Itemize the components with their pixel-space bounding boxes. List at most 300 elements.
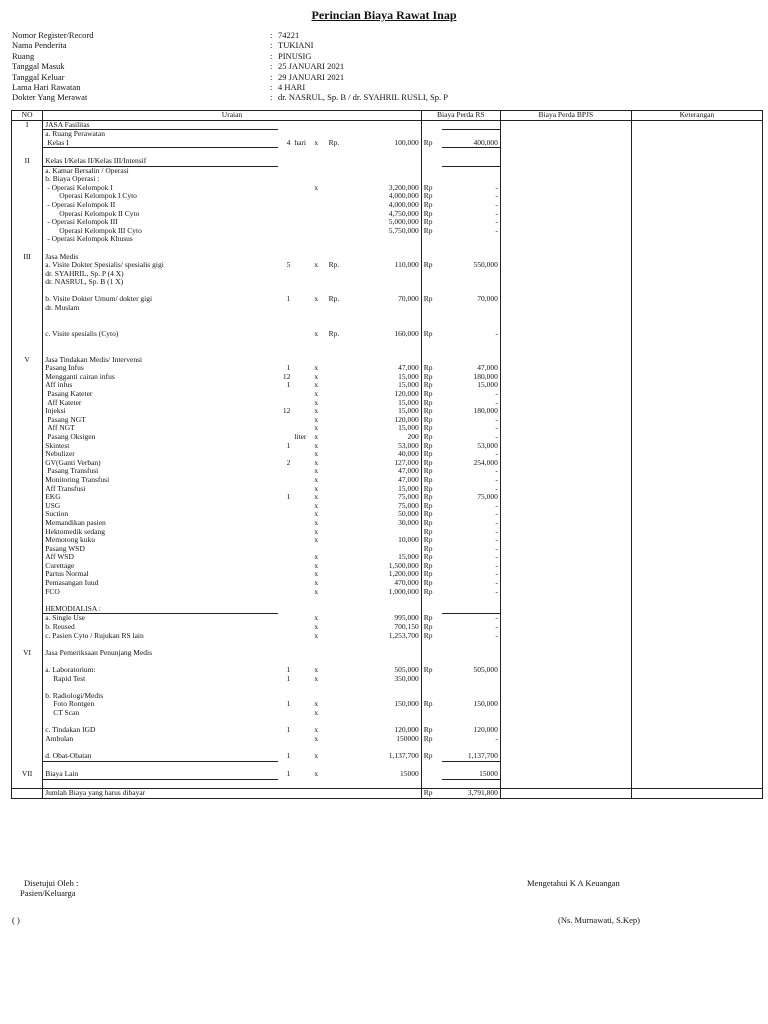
- table-row: [12, 709, 763, 718]
- row-multiply: [307, 130, 326, 139]
- row-currency: [326, 399, 343, 408]
- row-total-currency: Rp: [421, 510, 442, 519]
- row-item: Aff WSD: [43, 553, 278, 562]
- row-total-currency: [421, 321, 442, 330]
- row-bpjs: [500, 579, 631, 588]
- row-keterangan: [631, 596, 762, 605]
- row-number: [12, 433, 43, 442]
- row-multiply: [307, 244, 326, 253]
- row-keterangan: [631, 278, 762, 287]
- row-number: [12, 596, 43, 605]
- row-keterangan: [631, 485, 762, 494]
- row-unit-price: [365, 545, 421, 554]
- row-multiply: x: [314, 501, 319, 510]
- row-unit: [292, 364, 307, 373]
- row-total-currency: Rp: [421, 614, 442, 623]
- row-unit: [292, 330, 307, 339]
- row-bpjs: [500, 519, 631, 528]
- row-qty: [278, 321, 293, 330]
- row-total-currency: [421, 287, 442, 296]
- row-unit-price: [365, 640, 421, 649]
- row-multiply: [307, 718, 326, 727]
- row-bpjs: [500, 184, 631, 193]
- row-bpjs: [500, 743, 631, 752]
- row-unit-price: 350,000: [394, 674, 419, 683]
- row-number: [12, 201, 43, 210]
- row-item: - Operasi Kelompok Khusus: [43, 235, 278, 244]
- patient-info-separator: :: [270, 61, 273, 72]
- row-bpjs: [500, 779, 631, 789]
- row-unit-price: 15,000: [398, 372, 419, 381]
- row-keterangan: [631, 692, 762, 701]
- row-item: Jasa Medis: [43, 253, 278, 262]
- row-total-currency: Rp: [421, 528, 442, 537]
- patient-info-row: [12, 82, 572, 92]
- row-multiply: x: [314, 450, 319, 459]
- row-unit: [292, 657, 307, 666]
- row-unit: [292, 184, 307, 193]
- row-unit: [292, 261, 307, 270]
- row-qty: [278, 623, 293, 632]
- row-number: [12, 562, 43, 571]
- row-currency: [326, 347, 343, 356]
- row-total-currency: Rp: [421, 536, 442, 545]
- row-qty: [278, 657, 293, 666]
- row-number: [12, 623, 43, 632]
- row-multiply: x: [314, 527, 319, 536]
- row-total-currency: Rp: [421, 364, 442, 373]
- row-number: [12, 450, 43, 459]
- row-unit-price: [365, 743, 421, 752]
- row-unit: [292, 304, 307, 313]
- row-keterangan: [631, 416, 762, 425]
- row-unit: [292, 623, 307, 632]
- table-row: [12, 510, 763, 519]
- row-item: Nebulizer: [43, 450, 278, 459]
- row-currency: [326, 467, 343, 476]
- row-qty: [278, 519, 293, 528]
- row-total: [442, 596, 500, 605]
- row-unit-price: 1,000,000: [388, 587, 419, 596]
- row-bpjs: [500, 130, 631, 139]
- row-total-currency: Rp: [421, 735, 442, 744]
- row-qty: [278, 120, 293, 130]
- row-item: Aff infus: [43, 381, 278, 390]
- row-keterangan: [631, 295, 762, 304]
- row-number: [12, 210, 43, 219]
- row-unit: [292, 536, 307, 545]
- row-item: b. Radiologi/Medis: [43, 692, 278, 701]
- row-item: [43, 640, 278, 649]
- row-qty: [278, 330, 293, 339]
- row-currency: [326, 605, 343, 614]
- row-keterangan: [631, 545, 762, 554]
- row-number: [12, 553, 43, 562]
- row-bpjs: [500, 321, 631, 330]
- row-bpjs: [500, 718, 631, 727]
- row-unit: [292, 399, 307, 408]
- table-row: [12, 675, 763, 684]
- row-number: [12, 287, 43, 296]
- row-currency: [326, 493, 343, 502]
- row-currency: [326, 321, 343, 330]
- row-unit: [292, 192, 307, 201]
- row-total-currency: Rp: [421, 485, 442, 494]
- row-qty: [278, 338, 293, 347]
- row-unit-price: [365, 175, 421, 184]
- row-currency: [326, 579, 343, 588]
- row-multiply: x: [314, 441, 319, 450]
- row-total-currency: [421, 244, 442, 253]
- row-qty: [278, 553, 293, 562]
- row-keterangan: [631, 192, 762, 201]
- row-item: [43, 761, 278, 770]
- row-unit-price: [365, 235, 421, 244]
- row-item: a. Single Use: [43, 614, 278, 623]
- row-unit: [292, 166, 307, 175]
- row-total: -: [495, 475, 498, 484]
- row-number: [12, 278, 43, 287]
- row-total: -: [495, 613, 498, 623]
- row-currency: [326, 210, 343, 219]
- table-row: [12, 287, 763, 296]
- row-item: Rapid Test: [43, 675, 278, 684]
- row-bpjs: [500, 752, 631, 761]
- row-multiply: [307, 649, 326, 658]
- row-total-currency: Rp: [421, 623, 442, 632]
- row-total-currency: [421, 692, 442, 701]
- row-keterangan: [631, 381, 762, 390]
- row-total-currency: [421, 743, 442, 752]
- row-currency: [326, 632, 343, 641]
- row-bpjs: [500, 553, 631, 562]
- row-total-currency: [421, 166, 442, 175]
- row-unit-price: [365, 148, 421, 157]
- table-header: [12, 111, 763, 121]
- row-item: [43, 683, 278, 692]
- row-bpjs: [500, 407, 631, 416]
- row-qty: [278, 244, 293, 253]
- table-row: [12, 579, 763, 588]
- table-row: [12, 201, 763, 210]
- row-qty: [278, 485, 293, 494]
- row-qty: [278, 761, 293, 770]
- row-bpjs: [500, 139, 631, 148]
- row-total-currency: [421, 761, 442, 770]
- row-keterangan: [631, 649, 762, 658]
- row-multiply: x: [314, 415, 319, 424]
- row-currency: [326, 735, 343, 744]
- row-unit: [292, 390, 307, 399]
- row-unit: [292, 459, 307, 468]
- table-row: [12, 459, 763, 468]
- table-row: [12, 321, 763, 330]
- row-multiply: x: [314, 726, 319, 735]
- patient-info-label: Tanggal Keluar: [12, 71, 65, 82]
- row-unit: [292, 227, 307, 236]
- row-total: 70,000: [477, 295, 498, 304]
- row-item: [43, 596, 278, 605]
- row-keterangan: [631, 347, 762, 356]
- row-qty: [278, 227, 293, 236]
- row-qty: 2: [286, 458, 291, 467]
- row-total: [442, 166, 500, 175]
- row-total: -: [495, 631, 498, 640]
- row-qty: 4: [286, 138, 291, 148]
- row-qty: 1: [286, 364, 291, 373]
- row-number: [12, 605, 43, 614]
- row-qty: [278, 545, 293, 554]
- row-unit-price: 700,150: [394, 623, 419, 632]
- row-multiply: x: [314, 708, 319, 717]
- row-total-currency: [421, 235, 442, 244]
- total-row: [12, 789, 763, 799]
- row-total: 15,000: [477, 381, 498, 390]
- row-unit: [292, 510, 307, 519]
- row-bpjs: [500, 270, 631, 279]
- row-keterangan: [631, 210, 762, 219]
- table-row: [12, 157, 763, 166]
- approved-signature: ( ): [12, 915, 20, 925]
- row-total-currency: Rp: [421, 218, 442, 227]
- row-number: [12, 718, 43, 727]
- row-total-currency: Rp: [421, 545, 442, 554]
- row-currency: [326, 459, 343, 468]
- row-keterangan: [631, 614, 762, 623]
- table-row: [12, 614, 763, 623]
- row-unit-price: 150,000: [394, 700, 419, 709]
- row-number: [12, 640, 43, 649]
- row-total: [442, 270, 500, 279]
- row-total: -: [495, 432, 498, 441]
- row-total-currency: Rp: [421, 261, 442, 270]
- row-item: Operasi Kelompok III Cyto: [43, 227, 278, 236]
- row-currency: [326, 157, 343, 166]
- row-total: [442, 605, 500, 614]
- row-qty: 1: [286, 751, 291, 761]
- row-qty: [278, 433, 293, 442]
- row-item: Pasang Oksigen: [43, 433, 278, 442]
- row-keterangan: [631, 261, 762, 270]
- row-bpjs: [500, 640, 631, 649]
- row-total-currency: Rp: [421, 399, 442, 408]
- row-bpjs: [500, 735, 631, 744]
- row-unit-price: [365, 270, 421, 279]
- row-item: [43, 313, 278, 322]
- row-unit: liter: [294, 432, 307, 441]
- row-keterangan: [631, 407, 762, 416]
- row-item: Kelas I/Kelas II/Kelas III/Intensif: [43, 157, 278, 166]
- table-row: [12, 596, 763, 605]
- patient-info-value: 4 HARI: [278, 81, 306, 92]
- row-bpjs: [500, 623, 631, 632]
- row-number: [12, 726, 43, 735]
- row-number: [12, 675, 43, 684]
- row-item: Operasi Kelompok II Cyto: [43, 210, 278, 219]
- row-total: 1,137,700: [442, 752, 500, 761]
- row-bpjs: [500, 450, 631, 459]
- row-qty: [278, 605, 293, 614]
- row-item: Skintest: [43, 442, 278, 451]
- row-currency: [326, 390, 343, 399]
- row-total: [442, 157, 500, 166]
- row-bpjs: [500, 347, 631, 356]
- table-row: [12, 244, 763, 253]
- row-keterangan: [631, 390, 762, 399]
- row-total-currency: Rp: [421, 632, 442, 641]
- row-multiply: x: [314, 674, 319, 683]
- row-number: [12, 139, 43, 148]
- table-row: [12, 261, 763, 270]
- row-bpjs: [500, 433, 631, 442]
- row-keterangan: [631, 304, 762, 313]
- row-number: [12, 330, 43, 339]
- row-multiply: x: [314, 666, 319, 674]
- row-currency: [326, 770, 343, 779]
- row-number: [12, 347, 43, 356]
- row-keterangan: [631, 433, 762, 442]
- row-multiply: [307, 596, 326, 605]
- row-item: Aff NGT: [43, 424, 278, 433]
- row-unit-price: [365, 779, 421, 789]
- row-keterangan: [631, 657, 762, 666]
- row-item: Jasa Tindakan Medis/ Intervensi: [43, 356, 278, 365]
- row-qty: [278, 347, 293, 356]
- row-currency: [326, 649, 343, 658]
- row-currency: [326, 623, 343, 632]
- row-multiply: [307, 779, 326, 789]
- row-qty: [278, 270, 293, 279]
- row-bpjs: [500, 381, 631, 390]
- row-total-currency: Rp: [421, 476, 442, 485]
- row-currency: [326, 270, 343, 279]
- row-unit-price: [365, 244, 421, 253]
- table-row: [12, 210, 763, 219]
- row-total-currency: Rp: [421, 752, 442, 761]
- row-keterangan: [631, 235, 762, 244]
- row-keterangan: [631, 442, 762, 451]
- row-total-currency: Rp: [421, 210, 442, 219]
- row-item: [43, 244, 278, 253]
- row-total: 505,000: [473, 666, 498, 674]
- row-item: CT Scan: [43, 709, 278, 718]
- row-currency: Rp.: [328, 329, 340, 338]
- row-bpjs: [500, 157, 631, 166]
- row-total: -: [495, 536, 498, 545]
- row-unit: [292, 287, 307, 296]
- row-multiply: x: [314, 751, 319, 761]
- row-currency: [326, 218, 343, 227]
- patient-info-separator: :: [270, 92, 273, 103]
- row-qty: 1: [286, 493, 291, 502]
- row-total-currency: Rp: [421, 442, 442, 451]
- row-qty: [278, 536, 293, 545]
- row-multiply: x: [314, 138, 319, 148]
- table-row: [12, 761, 763, 770]
- row-currency: [326, 166, 343, 175]
- row-bpjs: [500, 313, 631, 322]
- row-currency: [326, 476, 343, 485]
- row-unit-price: 1,200,000: [388, 570, 419, 579]
- row-keterangan: [631, 510, 762, 519]
- row-keterangan: [631, 752, 762, 761]
- row-unit: [292, 235, 307, 244]
- row-bpjs: [500, 770, 631, 779]
- row-unit: [292, 278, 307, 287]
- patient-info-row: [12, 61, 572, 71]
- row-unit: [292, 743, 307, 752]
- row-qty: 12: [282, 372, 291, 381]
- row-multiply: [307, 605, 326, 614]
- row-qty: [278, 157, 293, 166]
- row-bpjs: [500, 467, 631, 476]
- col-uraian: Uraian: [43, 111, 422, 121]
- row-total: [442, 356, 500, 365]
- table-row: [12, 416, 763, 425]
- row-keterangan: [631, 373, 762, 382]
- row-keterangan: [631, 227, 762, 236]
- table-row: [12, 390, 763, 399]
- row-item: dr. Muslam: [43, 304, 278, 313]
- row-multiply: [307, 166, 326, 175]
- row-bpjs: [500, 175, 631, 184]
- row-unit-price: 40,000: [398, 450, 419, 459]
- row-multiply: x: [314, 484, 319, 493]
- table-row: [12, 649, 763, 658]
- row-bpjs: [500, 416, 631, 425]
- row-currency: [326, 596, 343, 605]
- row-unit: [292, 502, 307, 511]
- row-unit-price: 160,000: [394, 329, 419, 338]
- patient-info-separator: :: [270, 40, 273, 51]
- row-multiply: x: [314, 398, 319, 407]
- table-row: [12, 632, 763, 641]
- row-number: [12, 700, 43, 709]
- row-currency: [326, 743, 343, 752]
- row-number: VI: [12, 649, 43, 658]
- row-currency: [326, 235, 343, 244]
- table-row: [12, 718, 763, 727]
- row-currency: [326, 588, 343, 597]
- row-unit-price: 15,000: [398, 407, 419, 416]
- row-item: dr. NASRUL, Sp. B (1 X): [43, 278, 278, 287]
- row-unit-price: 120,000: [394, 415, 419, 424]
- row-unit-price: 505,000: [394, 666, 419, 674]
- row-total-currency: Rp: [421, 666, 442, 675]
- row-keterangan: [631, 467, 762, 476]
- row-unit: [292, 424, 307, 433]
- row-unit: [292, 675, 307, 684]
- row-keterangan: [631, 640, 762, 649]
- row-item: a. Kamar Bersalin / Operasi: [43, 166, 278, 175]
- row-bpjs: [500, 338, 631, 347]
- row-item: GV(Ganti Verban): [43, 459, 278, 468]
- row-unit: [292, 321, 307, 330]
- row-item: [43, 347, 278, 356]
- row-unit-price: [365, 709, 421, 718]
- row-item: dr. SYAHRIL, Sp. P (4 X): [43, 270, 278, 279]
- row-bpjs: [500, 632, 631, 641]
- row-unit: [292, 210, 307, 219]
- row-multiply: x: [314, 613, 319, 623]
- table-row: [12, 493, 763, 502]
- patient-info-row: [12, 92, 572, 102]
- col-keterangan: Keterangan: [631, 111, 762, 121]
- row-multiply: [307, 120, 326, 130]
- row-qty: 1: [286, 700, 291, 709]
- row-total: -: [495, 209, 498, 218]
- row-unit-price: 75,000: [398, 493, 419, 502]
